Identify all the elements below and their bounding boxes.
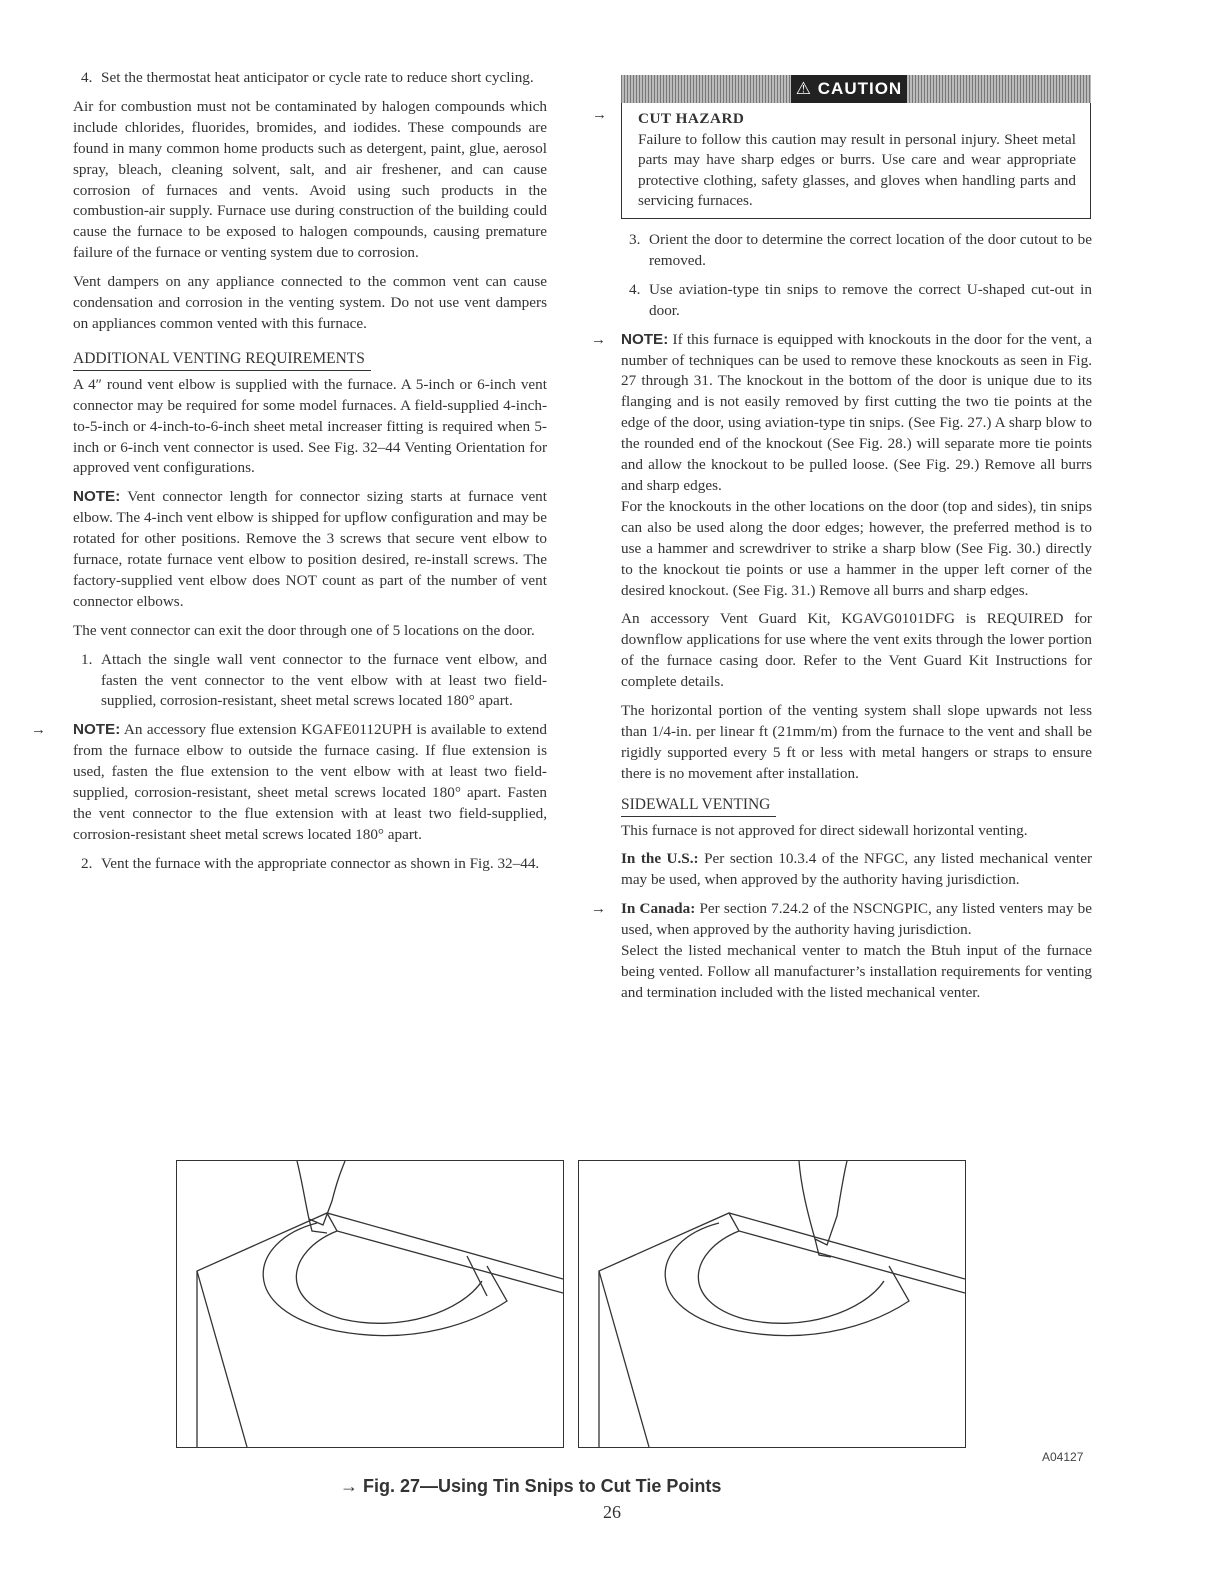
step-4-thermostat bbox=[73, 68, 547, 89]
us-text: Per section 10.3.4 of the NFGC, any listed mechanical venter may be used, when approved by the authority having jurisdiction. bbox=[621, 850, 1093, 889]
paragraph-vent-dampers: Vent dampers on any appliance connected to the common vent can cause condensation and corrosion in the venting system. Do not use vent dampers on appliances common vented with this furnace. bbox=[73, 273, 547, 332]
step-text: Orient the door to determine the correct location of the door cutout to be removed. bbox=[649, 231, 1092, 269]
step-number: 4. bbox=[629, 280, 641, 298]
caution-title: CUT HAZARD bbox=[638, 110, 745, 127]
canada-text: Per section 7.24.2 of the NSCNGPIC, any listed venters may be used, when approved by the authority having jurisdiction. bbox=[621, 900, 1092, 939]
paragraph-vent-guard-kit: An accessory Vent Guard Kit, KGAVG0101DFG is REQUIRED for downflow applications for use where the vent exits through the lower portion of the furnace casing door. Refer to the Vent Guard Kit Instructions for complete details. bbox=[621, 610, 1092, 691]
figure-caption: → Fig. 27—Using Tin Snips to Cut Tie Points bbox=[340, 1476, 722, 1496]
paragraph-canada-venter bbox=[591, 899, 1092, 941]
note-text: If this furnace is equipped with knockouts in the door for the vent, a number of techniques can be used to remove these knockouts as seen in Fig. 27 through 31. The knockout in the bottom of the door is unique due to its flanging and is not easily removed by first cutting the two tie points at the edge of the door, using aviation-type tin snips. (See Fig. 27.) A sharp blow to the rounded end of the knockout (See Fig. 28.) will separate more tie points and allow the knockout to be pulled loose. (See Fig. 29.) Remove all burrs and sharp edges. bbox=[621, 330, 1093, 494]
left-column bbox=[31, 68, 547, 883]
door-cutting-illustration-left bbox=[177, 1161, 563, 1447]
note-flue-extension bbox=[31, 720, 547, 845]
canada-label: In Canada: bbox=[621, 900, 696, 918]
paragraph-vent-exit: The vent connector can exit the door through one of 5 locations on the door. bbox=[73, 621, 535, 639]
step-3-orient-door bbox=[621, 230, 1092, 272]
door-cutting-illustration-right bbox=[579, 1161, 965, 1447]
step-1-attach-connector bbox=[73, 650, 547, 713]
paragraph-horizontal-slope: The horizontal portion of the venting system shall slope upwards not less than 1/4-in. per linear ft (21mm/m) from the furnace to the vent and shall be rigidly supported every 5 ft or less with metal hangers or straps to ensure there is no movement after installation. bbox=[621, 702, 1092, 782]
step-text: Use aviation-type tin snips to remove the correct U-shaped cut-out in door. bbox=[649, 280, 1092, 319]
caution-label: ⚠ CAUTION bbox=[791, 75, 907, 103]
step-number: 1. bbox=[81, 650, 93, 668]
step-text: Attach the single wall vent connector to the furnace vent elbow, and fasten the vent connector to the vent elbow with at least two field-supplied, corrosion-resistant, sheet metal screws located 180° apart. bbox=[101, 650, 547, 710]
paragraph-combustion-air: Air for combustion must not be contaminated by halogen compounds which include chlorides, fluorides, bromides, and iodides. These compounds are found in many common home products such as detergent, paint, glue, aerosol spray, bleach, cleaning solvent, salt, and air freshener, and can cause corrosion of furnaces and vents. Avoid using such products in the combustion-air supply. Furnace use during construction of the building could cause the furnace to be exposed to halogen compounds, causing premature failure of the furnace or venting system due to corrosion. bbox=[73, 97, 547, 262]
step-text: Set the thermostat heat anticipator or cycle rate to reduce short cycling. bbox=[101, 69, 534, 86]
step-4-tin-snips bbox=[621, 280, 1092, 322]
caution-box bbox=[592, 75, 1091, 219]
note-text: Vent connector length for connector sizing starts at furnace vent elbow. The 4-inch vent elbow is shipped for upflow configuration and may be rotated for other positions. Remove the 3 screws that secure vent elbow to furnace, rotate furnace vent elbow to position desired, re-install screws. The factory-supplied vent elbow does NOT count as part of the number of vent connector elbows. bbox=[73, 488, 547, 610]
change-arrow-icon: → bbox=[592, 106, 607, 123]
caution-body bbox=[592, 103, 1091, 219]
caution-text: Failure to follow this caution may result in personal injury. Sheet metal parts may have sharp edges or burrs. Use care and wear appropriate protective clothing, safety glasses, and gloves when handling parts and servicing furnaces. bbox=[638, 130, 1076, 209]
change-arrow-icon: → bbox=[591, 330, 606, 348]
paragraph-sidewall: This furnace is not approved for direct sidewall horizontal venting. bbox=[621, 821, 1028, 839]
figure-panel-right bbox=[578, 1160, 966, 1448]
change-arrow-icon: → bbox=[31, 721, 46, 739]
step-number: 3. bbox=[629, 231, 641, 248]
figure-code: A04127 bbox=[1042, 1450, 1084, 1464]
paragraph-other-knockouts: For the knockouts in the other locations on the door (top and sides), tin snips can also be used along the door edges; however, the preferred method is to use a hammer and screwdriver to strike a sharp blow (See Fig. 30.) directly to the knockout tie points or use a hammer in the upper left corner of the desired knockout. (See Fig. 31.) Remove all burrs and sharp edges. bbox=[621, 497, 1092, 599]
step-2-vent-furnace bbox=[73, 854, 547, 875]
right-column bbox=[591, 230, 1093, 1012]
change-arrow-icon: → bbox=[591, 900, 606, 918]
heading-sidewall-venting: SIDEWALL VENTING bbox=[621, 795, 776, 817]
note-text: An accessory flue extension KGAFE0112UPH is available to extend from the furnace elbow to outside the furnace casing. If flue extension is used, fasten the flue extension to the vent elbow with at least two field-supplied, corrosion-resistant, sheet metal screws located 180° apart. Fasten the vent connector to the flue extension with at least two field-supplied, corrosion-resistant sheet metal screws located 180° apart. bbox=[73, 721, 547, 843]
note-knockouts bbox=[591, 330, 1093, 497]
us-label: In the U.S.: bbox=[621, 850, 699, 868]
caution-banner bbox=[621, 75, 1091, 103]
step-text: Vent the furnace with the appropriate connector as shown in Fig. 32–44. bbox=[101, 854, 540, 872]
paragraph-select-venter: Select the listed mechanical venter to match the Btuh input of the furnace being vented. Follow all manufacturer’s installation requirements for venting and termination included with the listed mechanical venter. bbox=[621, 942, 1092, 1001]
step-number: 4. bbox=[81, 69, 93, 86]
figure-panel-left bbox=[176, 1160, 564, 1448]
step-number: 2. bbox=[81, 854, 93, 872]
page-number: 26 bbox=[603, 1502, 621, 1522]
note-connector-length bbox=[73, 487, 547, 612]
paragraph-us-venter bbox=[621, 849, 1092, 891]
heading-additional-venting: ADDITIONAL VENTING REQUIREMENTS bbox=[73, 349, 371, 371]
note-label: NOTE: bbox=[73, 488, 121, 506]
note-label: NOTE: bbox=[73, 721, 121, 739]
note-label: NOTE: bbox=[621, 330, 669, 348]
paragraph-vent-elbow: A 4″ round vent elbow is supplied with the furnace. A 5-inch or 6-inch vent connector may be required for some model furnaces. A field-supplied 4-inch-to-5-inch or 4-inch-to-6-inch sheet metal increaser fitting is required when 5-inch or 6-inch vent connector is used. See Fig. 32–44 Venting Orientation for approved vent configurations. bbox=[73, 375, 547, 477]
